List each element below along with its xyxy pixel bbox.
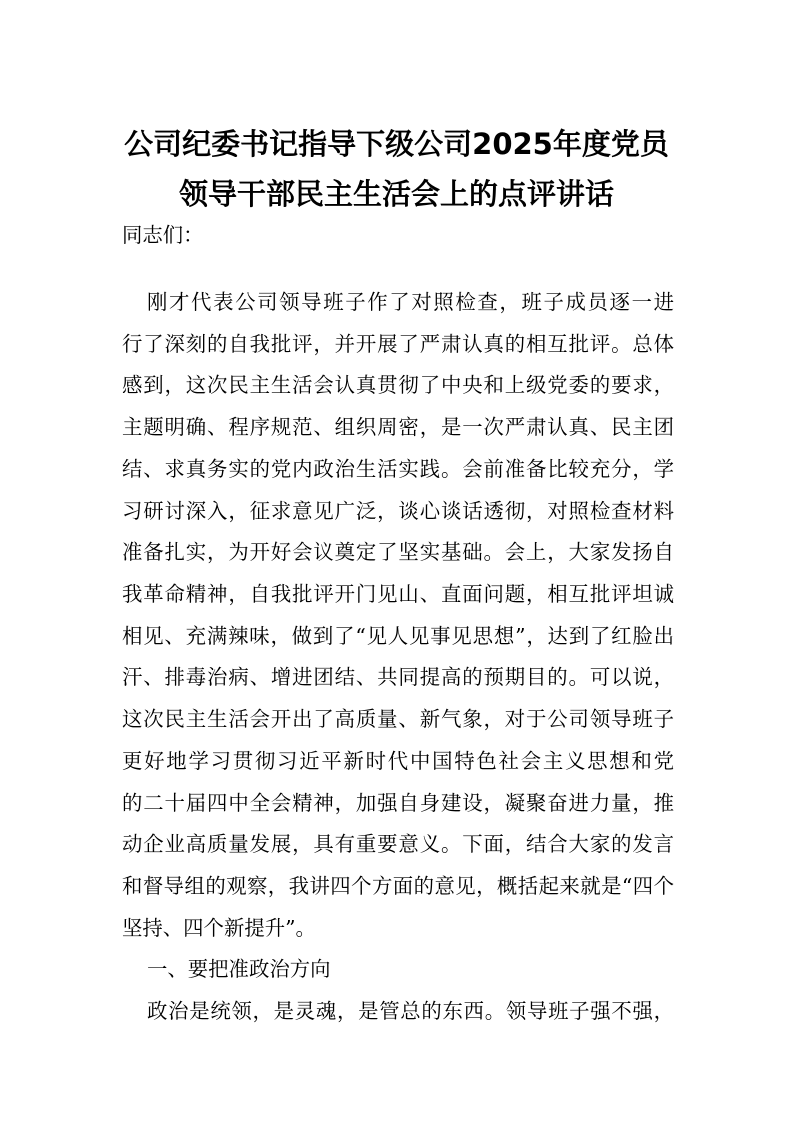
section-heading-1: 一、要把准政治方向	[147, 957, 331, 981]
paragraph1-line: 这次民主生活会开出了高质量、新气象，对于公司领导班子	[122, 707, 674, 731]
paragraph1-line: 动企业高质量发展，具有重要意义。下面，结合大家的发言	[122, 832, 674, 856]
paragraph1-line: 更好地学习贯彻习近平新时代中国特色社会主义思想和党	[122, 749, 674, 773]
paragraph1-line: 行了深刻的自我批评，并开展了严肃认真的相互批评。总体	[122, 332, 674, 356]
paragraph1-line: 感到，这次民主生活会认真贯彻了中央和上级党委的要求，	[122, 373, 674, 397]
paragraph1-line: 准备扎实，为开好会议奠定了坚实基础。会上，大家发扬自	[122, 540, 674, 564]
paragraph1-line: 相见、充满辣味，做到了“见人见事见思想”，达到了红脸出	[122, 624, 674, 648]
paragraph1-line: 我革命精神，自我批评开门见山、直面问题，相互批评坦诚	[122, 582, 674, 606]
salutation: 同志们：	[122, 223, 204, 247]
paragraph1-line: 主题明确、程序规范、组织周密，是一次严肃认真、民主团	[122, 415, 674, 439]
document-title-line-1: 公司纪委书记指导下级公司2025年度党员	[124, 127, 669, 161]
document-title-line-2: 领导干部民主生活会上的点评讲话	[178, 177, 614, 211]
paragraph1-line: 结、求真务实的党内政治生活实践。会前准备比较充分，学	[122, 457, 674, 481]
paragraph1-line: 的二十届四中全会精神，加强自身建设，凝聚奋进力量，推	[122, 791, 674, 815]
paragraph1-line: 坚持、四个新提升”。	[122, 916, 316, 940]
paragraph2-line: 政治是统领，是灵魂，是管总的东西。领导班子强不强，	[147, 999, 674, 1023]
paragraph1-line: 汗、排毒治病、增进团结、共同提高的预期目的。可以说，	[122, 665, 674, 689]
paragraph1-line: 习研讨深入，征求意见广泛，谈心谈话透彻，对照检查材料	[122, 499, 674, 523]
paragraph1-line: 和督导组的观察，我讲四个方面的意见，概括起来就是“四个	[122, 874, 674, 898]
paragraph1-line: 刚才代表公司领导班子作了对照检查，班子成员逐一进	[147, 290, 674, 314]
